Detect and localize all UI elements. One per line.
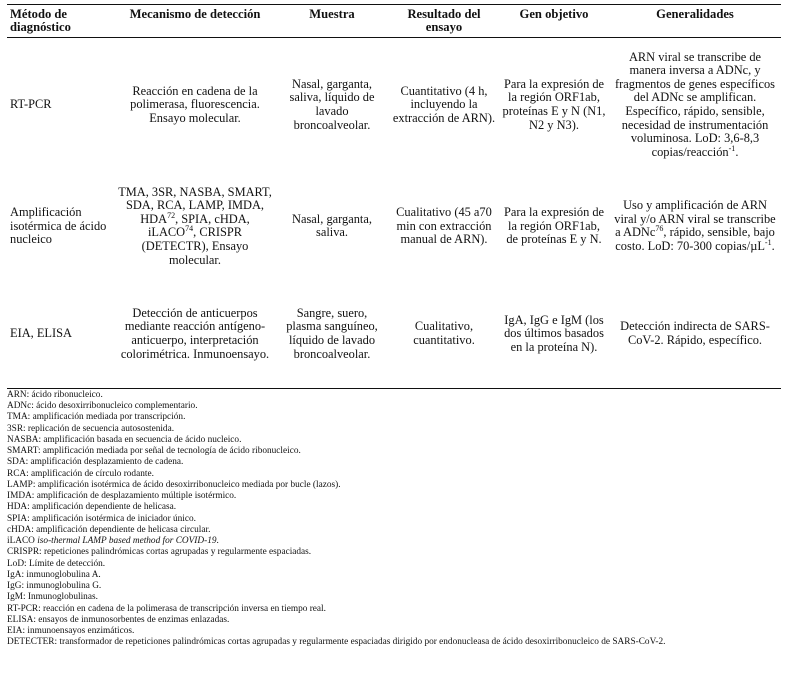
- cell-general: [609, 37, 781, 172]
- note-line: IgM: Inmunoglobulinas.: [7, 592, 98, 603]
- note-line: TMA: amplificación mediada por transcripción.: [7, 412, 186, 423]
- cell-method: EIA, ELISA: [10, 326, 72, 341]
- header-method: Método de diagnóstico: [10, 7, 71, 35]
- note-line: SDA: amplificación desplazamiento de cadena.: [7, 457, 184, 468]
- note-line: cHDA: amplificación dependiente de helicasa circular.: [7, 524, 211, 535]
- note-line: ARN: ácido ribonucleico.: [7, 389, 103, 400]
- cell-gene: IgA, IgG e IgM (los dos últimos basados en la proteína N).: [504, 312, 604, 354]
- superscript: -1: [764, 237, 772, 247]
- reference-superscript: 76: [655, 224, 664, 234]
- table-row: [7, 172, 781, 280]
- header-sample: Muestra: [309, 7, 355, 21]
- header-result: Resultado del ensayo: [407, 7, 481, 35]
- cell-mechanism-text: , CRISPR (DETECTR), Ensayo molecular.: [141, 225, 249, 267]
- note-line-ilaco: [7, 536, 781, 547]
- note-line: EIA: inmunoensayos enzimáticos.: [7, 626, 135, 637]
- cell-mechanism: [115, 172, 275, 280]
- diagnostic-methods-table: [7, 4, 781, 389]
- note-line: IgG: inmunoglobulina G.: [7, 581, 102, 592]
- note-line: SPIA: amplificación isotérmica de iniciador único.: [7, 513, 196, 524]
- note-line: IMDA: amplificación de desplazamiento múltiple isotérmico.: [7, 491, 237, 502]
- note-line: LAMP: amplificación isotérmica de ácido desoxirribonucleico mediada por bucle (lazos).: [7, 479, 341, 490]
- note-line: ADNc: ácido desoxirribonucleico complementario.: [7, 401, 198, 412]
- cell-method: RT-PCR: [10, 97, 52, 112]
- cell-mechanism-text: TMA, 3SR, NASBA, SMART, SDA, RCA, LAMP, IMDA, HDA: [118, 184, 272, 226]
- note-line: DETECTER: transformador de repeticiones palindrómicas cortas agrupadas y regularmente espaciadas dirigido por endonucleasa de ácido desoxirribonucleico de SARS-CoV-2.: [7, 637, 666, 648]
- header-mechanism: Mecanismo de detección: [129, 7, 261, 21]
- note-line: RCA: amplificación de círculo rodante.: [7, 468, 154, 479]
- note-line: LoD: Límite de detección.: [7, 558, 106, 569]
- cell-general-text: , rápido, sensible, bajo costo. LoD: 70-300 copias/µL: [615, 225, 775, 253]
- cell-mechanism: Reacción en cadena de la polimerasa, fluorescencia. Ensayo molecular.: [130, 83, 260, 125]
- note-ilaco-suffix: .: [216, 536, 219, 547]
- cell-sample: Nasal, garganta, saliva.: [292, 211, 372, 240]
- note-line: NASBA: amplificación basada en secuencia de ácido nucleico.: [7, 434, 242, 445]
- cell-general-end: .: [735, 144, 739, 159]
- diagnostic-methods-table-figure: [7, 4, 781, 649]
- note-ilaco-prefix: iLACO: [7, 536, 38, 547]
- note-line: ELISA: ensayos de inmunosorbentes de enzimas enlazadas.: [7, 614, 230, 625]
- cell-general-end: .: [771, 238, 775, 253]
- reference-superscript: 72: [167, 210, 176, 220]
- note-line: HDA: amplificación dependiente de helicasa.: [7, 502, 177, 513]
- table-row: [7, 37, 781, 172]
- cell-result: Cuantitativo (4 h, incluyendo la extracción de ARN).: [392, 83, 496, 125]
- cell-general-text: Uso y amplificación de ARN viral y/o ARN viral se transcribe a ADNc: [614, 198, 776, 240]
- superscript: -1: [728, 143, 736, 153]
- cell-result: Cualitativo, cuantitativo.: [413, 319, 475, 348]
- header-gene: Gen objetivo: [519, 7, 589, 21]
- cell-sample: Sangre, suero, plasma sanguíneo, líquido de lavado broncoalveolar.: [286, 305, 378, 361]
- cell-result: Cualitativo (45 a70 min con extracción manual de ARN).: [396, 204, 492, 247]
- note-line: 3SR: replicación de secuencia autosostenida.: [7, 423, 175, 434]
- cell-sample: Nasal, garganta, saliva, líquido de lavado broncoalveolar.: [289, 76, 375, 132]
- abbreviation-notes: [7, 390, 781, 649]
- note-line: RT-PCR: reacción en cadena de la polimerasa de transcripción inversa en tiempo real.: [7, 603, 326, 614]
- cell-mechanism: Detección de anticuerpos mediante reacción antígeno-anticuerpo, interpretación colorimétrica. Inmunoensayo.: [120, 305, 270, 361]
- table-row: [7, 280, 781, 388]
- note-line: CRISPR: repeticiones palindrómicas cortas agrupadas y regularmente espaciadas.: [7, 547, 312, 558]
- note-ilaco-italic: iso-thermal LAMP based method for COVID-19: [37, 536, 217, 547]
- header-general: Generalidades: [656, 7, 734, 21]
- cell-mechanism-text: , SPIA, cHDA, iLACO: [147, 211, 250, 240]
- cell-gene: Para la expresión de la región ORF1ab, de proteínas E y N.: [503, 204, 605, 247]
- note-line: IgA: inmunoglobulina A.: [7, 569, 101, 580]
- table-header-row: [7, 5, 781, 38]
- cell-general-text: ARN viral se transcribe de manera inversa a ADNc, y fragmentos de genes específicos del ADNc se amplifican. Específico, rápido, sensible, necesidad de instrumentación voluminosa. LoD: 3,6-8,3 copias/reacción: [615, 49, 775, 159]
- reference-superscript: 74: [185, 224, 194, 234]
- cell-method: Amplificación isotérmica de ácido nucleico: [10, 204, 107, 247]
- note-line: SMART: amplificación mediada por señal de tecnología de ácido ribonucleico.: [7, 446, 301, 457]
- cell-general: Detección indirecta de SARS-CoV-2. Rápido, específico.: [620, 319, 770, 348]
- cell-gene: Para la expresión de la región ORF1ab, proteínas E y N (N1, N2 y N3).: [502, 76, 606, 132]
- cell-general: [609, 172, 781, 280]
